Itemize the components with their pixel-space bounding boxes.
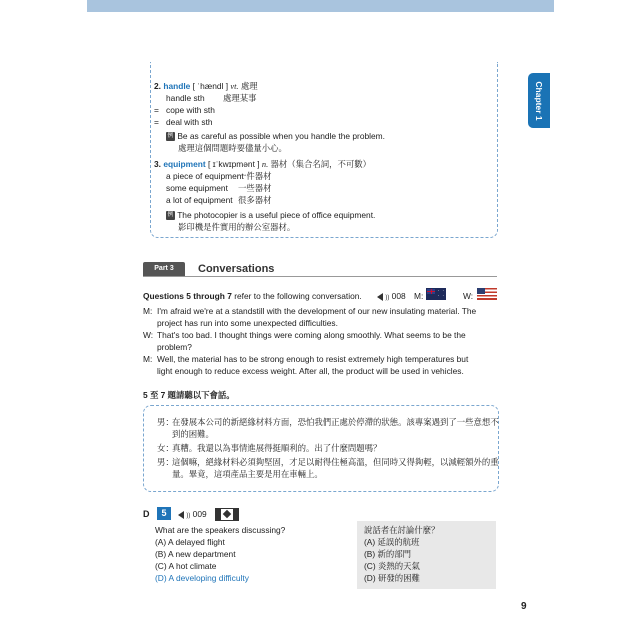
conversation-line: problem?: [157, 342, 192, 352]
example-sentence: Be as careful as possible when you handle the problem.: [177, 131, 385, 141]
pronunciation: [ ɪˈkwɪpmənt ]: [208, 159, 260, 169]
chinese-meaning: 處理: [240, 81, 258, 91]
phrase-zh: 處理某事: [223, 93, 257, 103]
speaker-label: 女：: [157, 443, 174, 453]
phrase-en: a lot of equipment: [166, 195, 233, 205]
translation-line: 這個嘛，絕緣材料必須夠堅固，才足以耐得住極高溫，但同時又得夠輕，以減輕額外的重: [172, 457, 499, 467]
speaker-label: 男：: [157, 417, 174, 427]
audio-track: [178, 509, 207, 521]
speaker-label: 男：: [157, 457, 174, 467]
equals-sign: =: [154, 117, 159, 127]
equals-sign: =: [154, 105, 159, 115]
vocab-word: handle: [163, 81, 191, 91]
conversation-line: light enough to reduce excess weight. After all, the product will be used in vehicles.: [157, 366, 464, 376]
vocab-entry-equipment: [154, 159, 371, 170]
translation-line: 到的困難。: [172, 429, 214, 439]
woman-label: W:: [463, 291, 474, 301]
top-color-bar: [87, 0, 554, 12]
track-number: 008: [391, 291, 406, 301]
part-title: Conversations: [198, 263, 275, 275]
chinese-heading: 5 至 7 題請聽以下會話。: [143, 390, 235, 400]
phrase-en: handle sth: [166, 93, 205, 103]
chapter-tab: [528, 73, 550, 128]
option-a: (A) A delayed flight: [155, 537, 225, 547]
track-number: 009: [192, 509, 207, 519]
option-d-zh: (D) 研發的困難: [364, 573, 420, 583]
man-label: M:: [414, 291, 424, 301]
translation-line: 在發展本公司的新絕緣材料方面，恐怕我們正處於停滯的狀態。該專案遇到了一些意想不: [172, 417, 499, 427]
intro-rest: refer to the following conversation.: [231, 291, 362, 301]
pronunciation: [ ˈhændl ]: [192, 81, 229, 91]
conversation-line: Well, the material has to be strong enough to resist extremely high temperatures but: [157, 354, 469, 364]
question-prompt: What are the speakers discussing?: [155, 525, 286, 535]
option-c-zh: (C) 炎熱的天氣: [364, 561, 420, 571]
page-number: 9: [521, 601, 527, 612]
translation-line: 真糟。我還以為事情進展得挺順利的。出了什麼問題嗎？: [172, 443, 382, 453]
vocab-entry-handle: [154, 81, 258, 92]
phrase-zh: 一些器材: [238, 183, 272, 193]
conversation-line: That's too bad. I thought things were coming along smoothly. What seems to be the: [157, 330, 466, 340]
option-c: (C) A hot climate: [155, 561, 217, 571]
speaker-icon: [377, 293, 383, 301]
phrase-zh: 一件器材: [238, 171, 272, 181]
example-icon: 例: [167, 133, 174, 140]
entry-number: 2.: [154, 81, 161, 91]
example-icon: 例: [167, 212, 174, 219]
synonym: deal with sth: [166, 117, 213, 127]
vocab-word: equipment: [163, 159, 206, 169]
answer-letter: D: [143, 509, 150, 519]
chapter-tab-label: Chapter 1: [534, 80, 544, 121]
phrase-en: some equipment: [166, 183, 228, 193]
sound-waves-icon: )): [186, 513, 191, 519]
translation-line: 量。畢竟，這項產品主要是用在車輛上。: [172, 469, 323, 479]
example-sentence: The photocopier is a useful piece of office equipment.: [177, 210, 376, 220]
chinese-meaning: 器材（集合名詞，不可數）: [270, 159, 372, 169]
example-translation: 影印機是件實用的辦公室器材。: [178, 222, 296, 232]
conversation-line: project has run into some unexpected difficulties.: [157, 318, 338, 328]
speaker-label: W:: [143, 330, 154, 340]
canada-flag-icon: [215, 508, 239, 521]
question-number-box: 5: [157, 507, 171, 520]
sound-waves-icon: )): [385, 295, 390, 301]
part-of-speech: vt.: [230, 82, 239, 91]
australia-flag-icon: [426, 288, 446, 300]
question-prompt-zh: 說話者在討論什麼？: [364, 525, 440, 535]
example-translation: 處理這個問題時要儘量小心。: [178, 143, 287, 153]
example-line: [166, 131, 385, 141]
option-d-correct: (D) A developing difficulty: [155, 573, 249, 583]
conversation-line: I'm afraid we're at a standstill with the development of our new insulating material. The: [157, 306, 477, 316]
option-b-zh: (B) 新的部門: [364, 549, 411, 559]
option-a-zh: (A) 延誤的航班: [364, 537, 420, 547]
synonym: cope with sth: [166, 105, 215, 115]
phrase-zh: 很多器材: [238, 195, 272, 205]
entry-number: 3.: [154, 159, 161, 169]
usa-flag-icon: [477, 288, 497, 300]
speaker-label: M:: [143, 354, 153, 364]
option-b: (B) A new department: [155, 549, 236, 559]
speaker-icon: [178, 511, 184, 519]
phrase-en: a piece of equipment: [166, 171, 244, 181]
part-of-speech: n.: [261, 160, 269, 169]
part-header: [143, 262, 497, 276]
part-divider: [143, 276, 497, 277]
speaker-label: M:: [143, 306, 153, 316]
part-label: Part 3: [143, 262, 185, 276]
intro-bold: Questions 5 through 7: [143, 291, 232, 301]
audio-track: [377, 291, 406, 303]
example-line: [166, 210, 375, 220]
questions-intro: [143, 291, 362, 301]
